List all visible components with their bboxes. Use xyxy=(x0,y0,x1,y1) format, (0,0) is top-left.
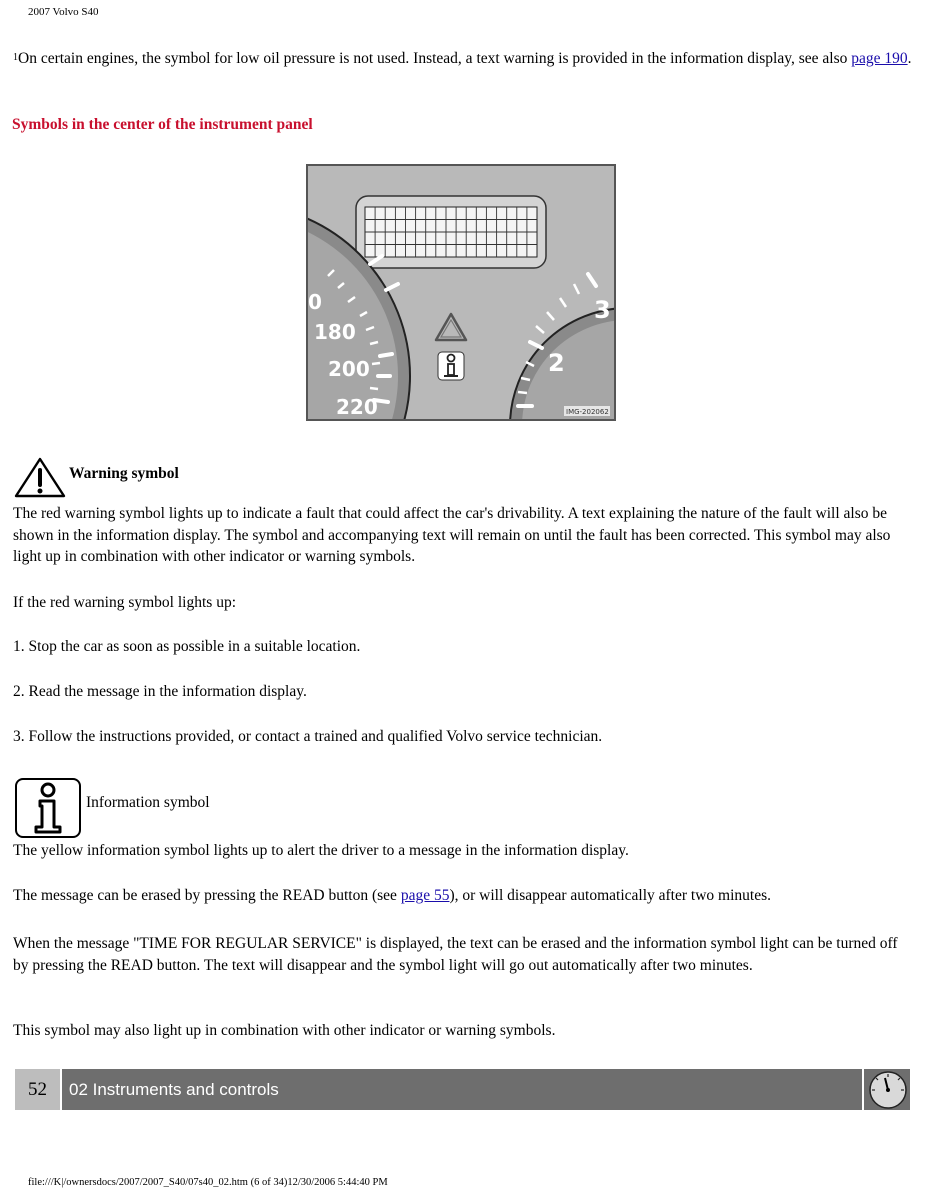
footnote-end: . xyxy=(907,50,912,67)
gauge-icon xyxy=(864,1069,910,1110)
information-service-text: When the message "TIME FOR REGULAR SERVICE" is displayed, the text can be erased and the information symbol light can be turned off by pressing the READ button. The text will disappear and the symbol light will go out automatically after two minutes. xyxy=(13,935,898,974)
print-footer-path: file:///K|/ownersdocs/2007/2007_S40/07s40_02.htm (6 of 34)12/30/2006 5:44:40 PM xyxy=(28,1177,388,1188)
instrument-panel-illustration xyxy=(308,166,614,419)
information-symbol-heading: Information symbol xyxy=(86,794,210,811)
information-erase-text xyxy=(13,885,913,907)
chapter-footer xyxy=(15,1069,910,1110)
footnote-marker: 1 xyxy=(13,52,18,63)
footnote-text: On certain engines, the symbol for low oil pressure is not used. Instead, a text warning is provided in the information display, see also xyxy=(18,50,852,67)
rpm-tick-2: 2 xyxy=(548,349,565,377)
footnote xyxy=(13,48,913,70)
speed-tick-0: 0 xyxy=(308,290,322,314)
information-combination-text: This symbol may also light up in combination with other indicator or warning symbols. xyxy=(13,1022,556,1039)
running-title: 2007 Volvo S40 xyxy=(28,6,99,18)
page-number: 52 xyxy=(15,1069,60,1110)
warning-symbol-heading: Warning symbol xyxy=(69,465,179,482)
page-190-link[interactable]: page 190 xyxy=(851,50,908,67)
erase-text-start: The message can be erased by pressing the READ button (see xyxy=(13,887,401,904)
section-title: Symbols in the center of the instrument panel xyxy=(12,116,313,133)
speed-tick-200: 200 xyxy=(328,357,370,381)
speed-tick-220: 220 xyxy=(336,395,378,419)
rpm-tick-3: 3 xyxy=(594,296,611,324)
instrument-panel-figure xyxy=(306,164,616,421)
warning-step-3: 3. Follow the instructions provided, or contact a trained and qualified Volvo service technician. xyxy=(13,728,603,745)
information-description: The yellow information symbol lights up to alert the driver to a message in the information display. xyxy=(13,842,629,859)
warning-symbol-lamp xyxy=(436,314,466,340)
information-symbol-lamp xyxy=(438,352,464,380)
image-code: IMG-202062 xyxy=(566,408,609,416)
speed-tick-180: 180 xyxy=(314,320,356,344)
information-icon xyxy=(14,777,82,839)
chapter-title: 02 Instruments and controls xyxy=(62,1069,862,1110)
warning-triangle-icon xyxy=(14,456,66,498)
warning-description: The red warning symbol lights up to indicate a fault that could affect the car's drivability. A text explaining the nature of the fault will also be shown in the information display. The symbol and accompanying text will remain on until the fault has been corrected. This symbol may also light up in combination with other indicator or warning symbols. xyxy=(13,505,891,565)
tachometer-gauge xyxy=(510,274,614,419)
warning-step-2: 2. Read the message in the information display. xyxy=(13,683,307,700)
warning-step-1: 1. Stop the car as soon as possible in a suitable location. xyxy=(13,638,361,655)
erase-text-end: ), or will disappear automatically after two minutes. xyxy=(449,887,771,904)
warning-intro: If the red warning symbol lights up: xyxy=(13,594,236,611)
page-55-link[interactable]: page 55 xyxy=(400,887,450,904)
